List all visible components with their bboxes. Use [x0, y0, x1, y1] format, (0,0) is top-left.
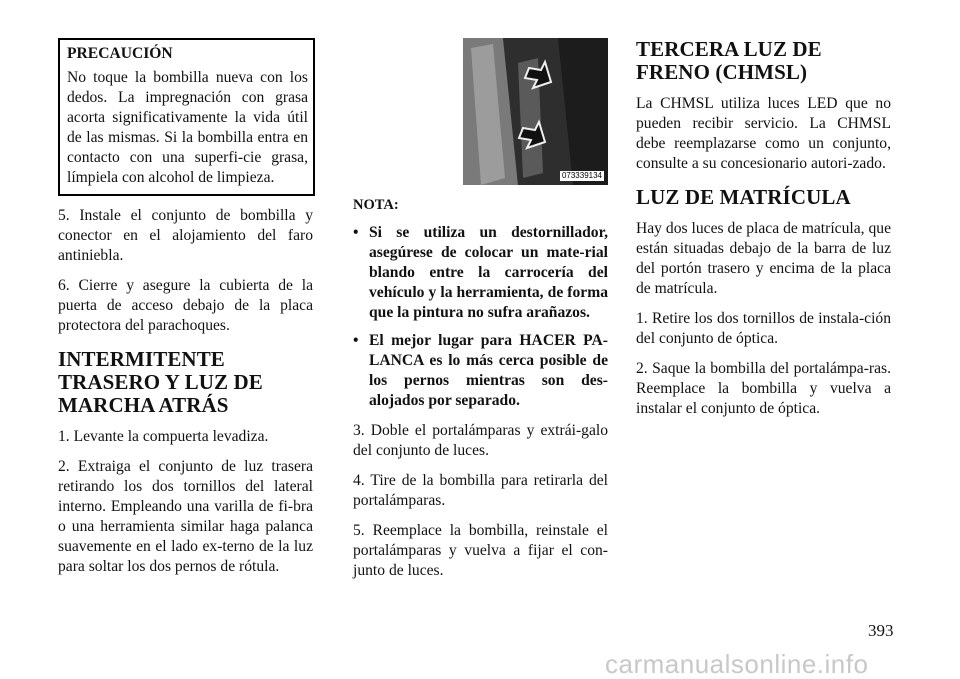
page-number: 393: [868, 621, 894, 640]
watermark-url: carmanualsonline.info: [605, 649, 869, 679]
note-list: [353, 223, 608, 411]
step-1-rear: 1. Levante la compuerta levadiza.: [58, 428, 269, 445]
tail-lamp-photo: [463, 38, 608, 185]
step-6-fog: 6. Cierre y asegure la cubierta de la puerta de acceso debajo de la placa protectora del parachoques.: [58, 277, 313, 334]
caution-title: PRECAUCIÓN: [67, 45, 173, 62]
note-label: NOTA:: [353, 197, 399, 213]
right-column: [636, 38, 891, 429]
list-item: [353, 331, 608, 411]
caution-text: No toque la bombilla nueva con los dedos. La impregnación con grasa acorta significativamente la vida útil de las mismas. Si la bombilla entra en contacto con una superfi-cie grasa, límpiela con alcohol de limpieza.: [67, 69, 308, 186]
step-5-fog: 5. Instale el conjunto de bombilla y conector en el alojamiento del faro antiniebla.: [58, 207, 313, 264]
step-3-rear: 3. Doble el portalámparas y extrái-galo del conjunto de luces.: [353, 422, 608, 459]
bullet-icon: •: [353, 224, 359, 241]
photo-part-id: 073339134: [561, 171, 602, 180]
section-heading-rear-turn: INTERMITENTE TRASERO Y LUZ DE MARCHA ATRÁS: [58, 347, 263, 417]
step-1-license: 1. Retire los dos tornillos de instala-ción del conjunto de óptica.: [636, 310, 891, 347]
section-heading-chmsl: TERCERA LUZ DE FRENO (CHMSL): [636, 37, 822, 84]
middle-column: [353, 195, 608, 591]
note-bullet-text: El mejor lugar para HACER PA-LANCA es lo más cerca posible de los pernos mientras son des-alojados por separado.: [369, 332, 608, 409]
step-5-rear: 5. Reemplace la bombilla, reinstale el portalámparas y vuelva a fijar el con-junto de luces.: [353, 522, 608, 579]
caution-box: [58, 38, 315, 196]
step-4-rear: 4. Tire de la bombilla para retirarla del portalámparas.: [353, 472, 608, 509]
bullet-icon: •: [353, 332, 359, 349]
step-2-license: 2. Saque la bombilla del portalámpa-ras. Reemplace la bombilla y vuelva a instalar el conjunto de óptica.: [636, 360, 891, 417]
left-column: [58, 38, 313, 587]
note-bullet-text: Si se utiliza un destornillador, asegúrese de colocar un mate-rial blando entre la carrocería del vehículo y la herramienta, de forma que la pintura no sufra arañazos.: [369, 224, 608, 321]
license-paragraph: Hay dos luces de placa de matrícula, que están situadas debajo de la barra de luz del portón trasero y encima de la placa de matrícula.: [636, 220, 891, 297]
chmsl-paragraph: La CHMSL utiliza luces LED que no pueden recibir servicio. La CHMSL debe reemplazarse como un conjunto, consulte a su concesionario autori-zado.: [636, 95, 891, 172]
tail-lamp-illustration: [463, 38, 608, 185]
section-heading-license: LUZ DE MATRÍCULA: [636, 185, 851, 209]
step-2-rear: 2. Extraiga el conjunto de luz trasera retirando los dos tornillos del lateral interno. Empleando una varilla de fi-bra o una herramienta similar haga palanca suavemente en el lado ex-terno de la luz para soltar los dos pernos de rótula.: [58, 458, 313, 575]
list-item: [353, 223, 608, 323]
